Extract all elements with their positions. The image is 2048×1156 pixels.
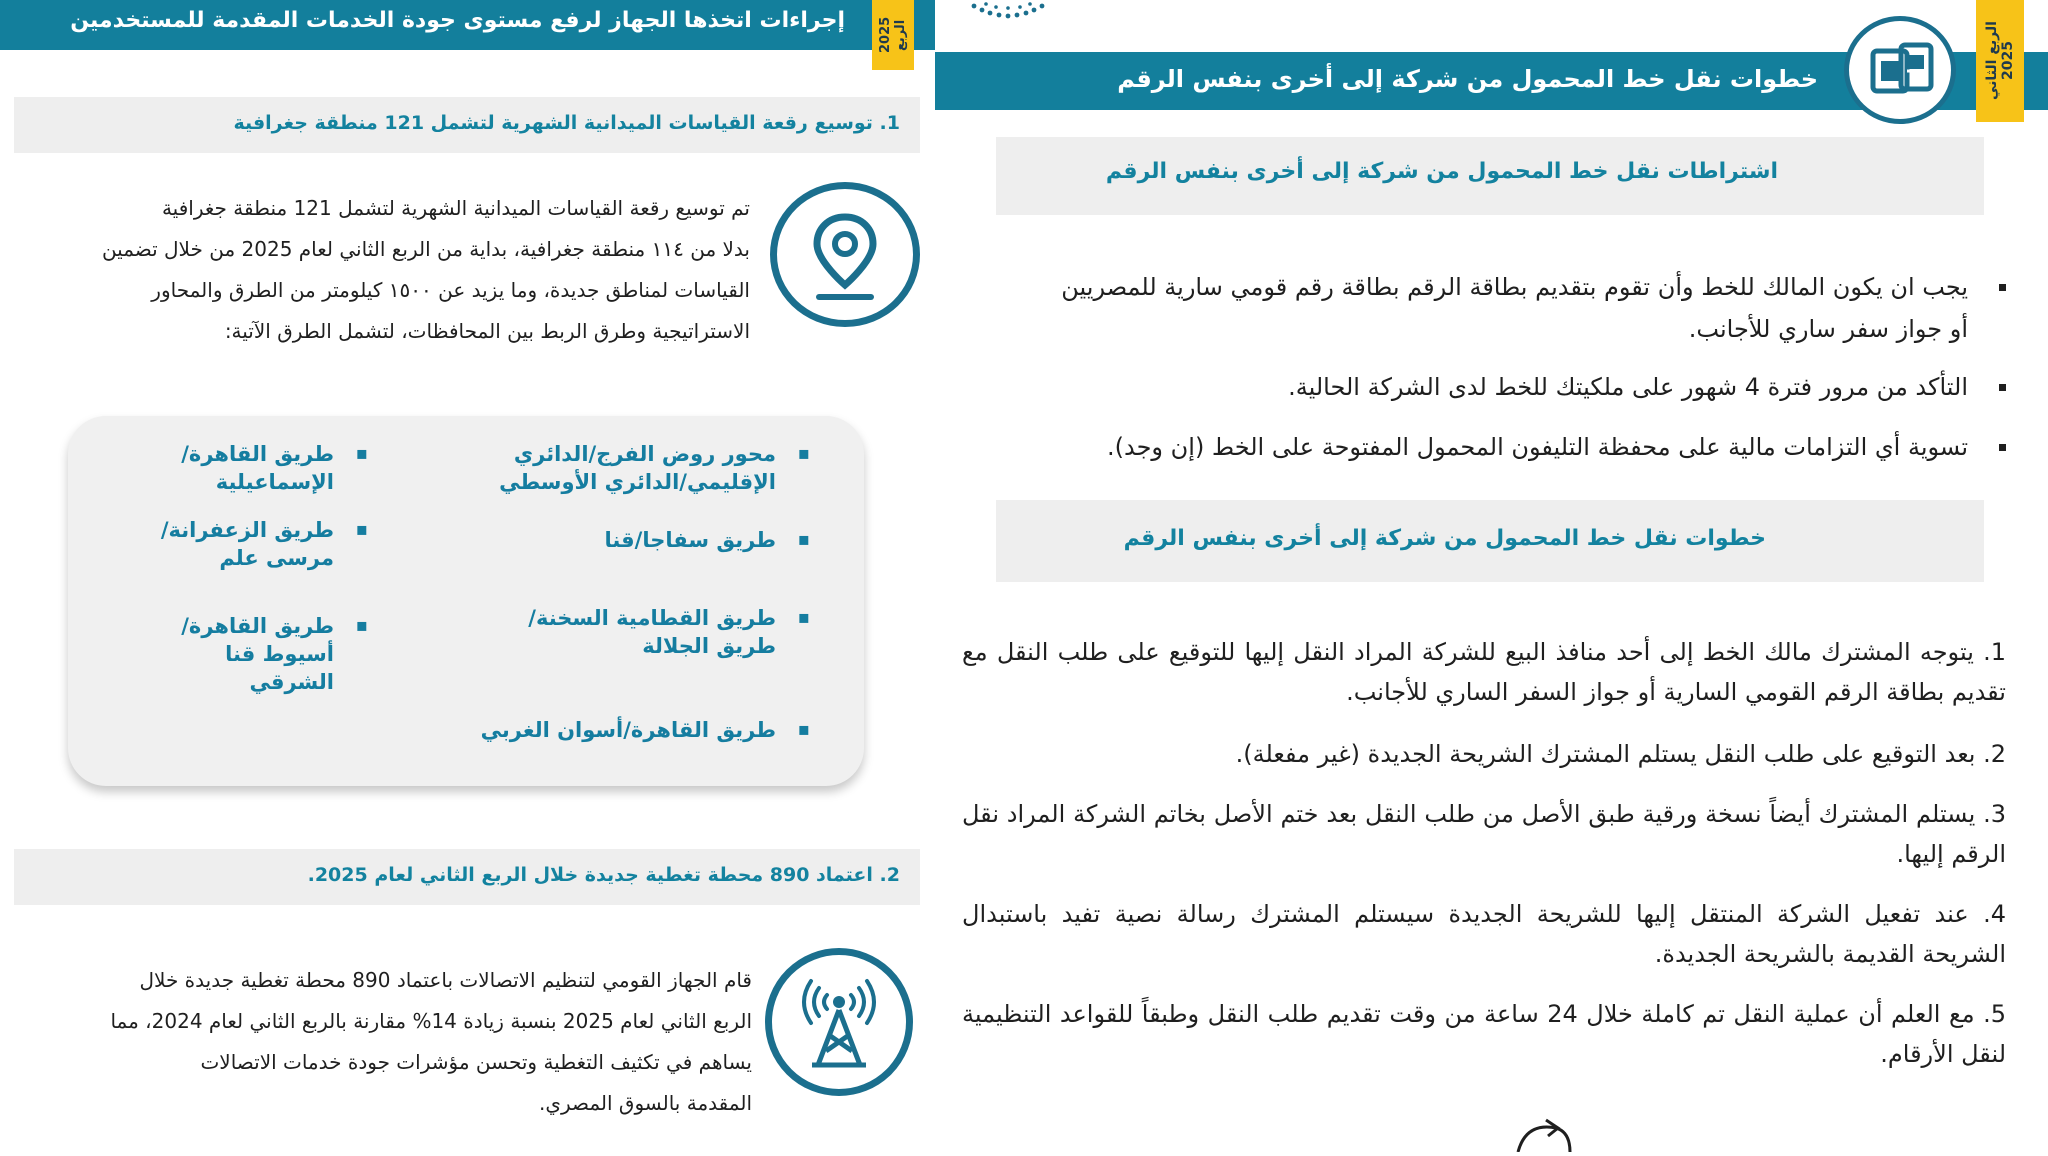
condition-item [968, 426, 1968, 468]
section2-heading-bar [14, 849, 920, 905]
step-item: 2. بعد التوقيع على طلب النقل يستلم المشترك الشريحة الجديدة (غير مفعلة). [1235, 740, 2006, 768]
condition-line: أو جواز سفر ساري للأجانب. [1688, 315, 1968, 343]
steps-heading: خطوات نقل خط المحمول من شركة إلى أخرى بنفس الرقم [1123, 526, 1766, 551]
right-page-title: خطوات نقل خط المحمول من شركة إلى أخرى بنفس الرقم [1117, 65, 1818, 93]
section1-line: القياسات لمناطق جديدة، وما يزيد عن ١٥٠٠ كيلومتر من الطرق والمحاور [151, 278, 750, 302]
location-pin-icon [770, 182, 920, 327]
section2-line: قام الجهاز القومي لتنظيم الاتصالات باعتماد 890 محطة تغطية جديدة خلال [139, 968, 752, 992]
dotted-logo-icon [968, 0, 1048, 22]
condition-item [968, 266, 1968, 350]
bullet-icon: ▪ [797, 719, 810, 740]
road-item [476, 526, 810, 554]
right-quarter-tab-label: الربع الثاني 2025 [1984, 21, 2016, 101]
road-item [144, 440, 368, 496]
section2-heading: 2. اعتماد 890 محطة تغطية جديدة خلال الربع الثاني لعام 2025. [307, 864, 900, 886]
left-quarter-tab [872, 0, 914, 70]
road-label: طريق القاهرة/أسوان الغربي [480, 718, 776, 742]
road-label: طريق سفاجا/قنا [604, 528, 776, 552]
section1-line: بدلا من ١١٤ منطقة جغرافية، بداية من الربع الثاني لعام 2025 من خلال تضمين [101, 237, 750, 261]
section2-line: المقدمة بالسوق المصري. [538, 1091, 752, 1115]
section1-line: تم توسيع رقعة القياسات الميدانية الشهرية لتشمل 121 منطقة جغرافية [161, 196, 750, 220]
bullet-icon [1999, 384, 2006, 391]
step-item: 1. يتوجه المشترك مالك الخط إلى أحد منافذ البيع للشركة المراد النقل إليها للتوقيع على طلب النقل مع تقديم بطاقة الرقم القومي السارية أو جواز السفر الساري للأجانب. [962, 638, 2006, 706]
bullet-icon [1999, 444, 2006, 451]
section1-heading-bar [14, 97, 920, 153]
section2-paragraph [50, 960, 752, 1124]
conditions-heading-bar [996, 137, 1984, 215]
condition-line: التأكد من مرور فترة 4 شهور على ملكيتك للخط لدى الشركة الحالية. [1288, 373, 1968, 401]
road-label: محور روض الفرج/الدائري الإقليمي/الدائري الأوسطي [499, 442, 776, 494]
right-quarter-tab [1976, 0, 2024, 122]
road-label: طريق القطامية السخنة/طريق الجلالة [528, 606, 776, 658]
bullet-icon: ▪ [355, 615, 368, 636]
left-quarter-tab-label: 2025 الربع [878, 16, 908, 54]
road-item [476, 440, 810, 496]
bullet-icon: ▪ [797, 443, 810, 464]
section2-line: الربع الثاني لعام 2025 بنسبة زيادة 14% مقارنة بالربع الثاني لعام 2024، مما [110, 1009, 752, 1033]
curved-arrow-icon [1504, 1118, 1594, 1152]
bullet-icon [1999, 284, 2006, 291]
section2-line: يساهم في تكثيف التغطية وتحسن مؤشرات جودة خدمات الاتصالات [200, 1050, 752, 1074]
condition-line: يجب ان يكون المالك للخط وأن تقوم بتقديم بطاقة الرقم بطاقة رقم قومي سارية للمصريين [1061, 273, 1968, 301]
section1-heading: 1. توسيع رقعة القياسات الميدانية الشهرية لتشمل 121 منطقة جغرافية [233, 112, 900, 134]
section1-line: الاستراتيجية وطرق الربط بين المحافظات، لتشمل الطرق الآتية: [224, 319, 750, 343]
road-item [144, 516, 368, 572]
steps-heading-bar [996, 500, 1984, 582]
sim-card-icon [1844, 16, 1956, 124]
road-item [476, 716, 810, 744]
section1-paragraph [50, 188, 750, 352]
conditions-heading: اشتراطات نقل خط المحمول من شركة إلى أخرى بنفس الرقم [1105, 159, 1778, 184]
road-item [476, 604, 810, 660]
road-label: طريق القاهرة/أسيوط قنا الشرقي [181, 614, 334, 694]
road-label: طريق القاهرة/الإسماعيلية [181, 442, 334, 494]
left-page-header [0, 0, 935, 50]
bullet-icon: ▪ [355, 443, 368, 464]
road-item [144, 612, 368, 696]
step-item: 3. يستلم المشترك أيضاً نسخة ورقية طبق الأصل من طلب النقل بعد ختم الأصل بخاتم الشركة المراد نقل الرقم إليها. [962, 800, 2006, 868]
roads-list-box [68, 416, 864, 786]
condition-item [968, 366, 1968, 408]
bullet-icon: ▪ [355, 519, 368, 540]
step-item: 5. مع العلم أن عملية النقل تم كاملة خلال 24 ساعة من وقت تقديم طلب النقل وطبقاً للقواعد التنظيمية لنقل الأرقام. [962, 1000, 2006, 1068]
left-page-title: إجراءات اتخذها الجهاز لرفع مستوى جودة الخدمات المقدمة للمستخدمين [70, 8, 845, 33]
bullet-icon: ▪ [797, 529, 810, 550]
condition-line: تسوية أي التزامات مالية على محفظة التليفون المحمول المفتوحة على الخط (إن وجد). [1107, 433, 1968, 461]
road-label: طريق الزعفرانة/مرسى علم [160, 518, 334, 570]
step-item: 4. عند تفعيل الشركة المنتقل إليها للشريحة الجديدة سيستلم المشترك رسالة نصية تفيد باستبدال الشريحة القديمة بالشريحة الجديدة. [962, 900, 2006, 968]
bullet-icon: ▪ [797, 607, 810, 628]
cell-tower-icon [765, 948, 913, 1096]
